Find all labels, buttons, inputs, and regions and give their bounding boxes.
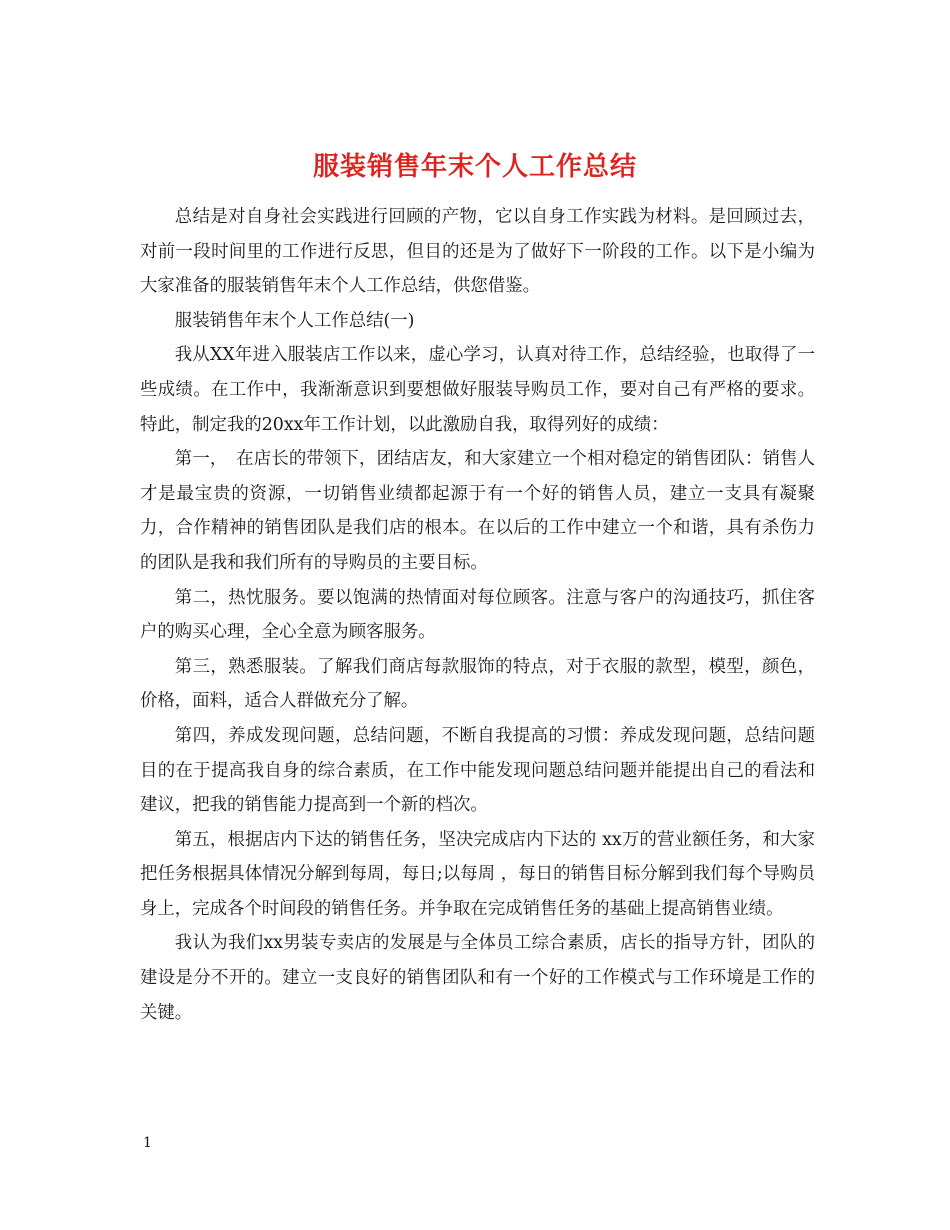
- paragraph-point-2: 第二，热忱服务。要以饱满的热情面对每位顾客。注意与客户的沟通技巧，抓住客户的购买心理，全心全意为顾客服务。: [140, 587, 815, 643]
- section-heading: 服装销售年末个人工作总结(一): [174, 310, 415, 331]
- paragraph-opening: 我从XX年进入服装店工作以来，虚心学习，认真对待工作，总结经验，也取得了一些成绩。在工作中，我渐渐意识到要想做好服装导购员工作，要对自己有严格的要求。特此，制定我的20xx年工作计划，以此激励自我，取得列好的成绩：: [140, 345, 815, 435]
- paragraph-point-1: 第一， 在店长的带领下，团结店友，和大家建立一个相对稳定的销售团队：销售人才是最宝贵的资源，一切销售业绩都起源于有一个好的销售人员，建立一支具有凝聚力，合作精神的销售团队是我们店的根本。在以后的工作中建立一个和谐，具有杀伤力的团队是我和我们所有的导购员的主要目标。: [140, 449, 815, 573]
- document-title: 服装销售年末个人工作总结: [312, 152, 637, 183]
- document-body: [140, 200, 815, 1030]
- page-number: 1: [143, 1135, 152, 1151]
- paragraph-point-5: 第五，根据店内下达的销售任务，坚决完成店内下达的 xx万的营业额任务，和大家把任务根据具体情况分解到每周，每日;以每周 ，每日的销售目标分解到我们每个导购员身上，完成各个时间段的销售任务。并争取在完成销售任务的基础上提高销售业绩。: [140, 829, 815, 919]
- paragraph-point-4: 第四，养成发现问题，总结问题，不断自我提高的习惯：养成发现问题，总结问题目的在于提高我自身的综合素质，在工作中能发现问题总结问题并能提出自己的看法和建议，把我的销售能力提高到一个新的档次。: [140, 725, 815, 816]
- paragraph-intro: 总结是对自身社会实践进行回顾的产物，它以自身工作实践为材料。是回顾过去，对前一段时间里的工作进行反思，但目的还是为了做好下一阶段的工作。以下是小编为大家准备的服装销售年末个人工作总结，供您借鉴。: [140, 207, 815, 297]
- paragraph-conclusion: 我认为我们xx男装专卖店的发展是与全体员工综合素质，店长的指导方针，团队的建设是分不开的。建立一支良好的销售团队和有一个好的工作模式与工作环境是工作的关键。: [140, 933, 815, 1023]
- paragraph-point-3: 第三，熟悉服装。了解我们商店每款服饰的特点，对于衣服的款型，模型，颜色，价格，面料，适合人群做充分了解。: [140, 656, 815, 712]
